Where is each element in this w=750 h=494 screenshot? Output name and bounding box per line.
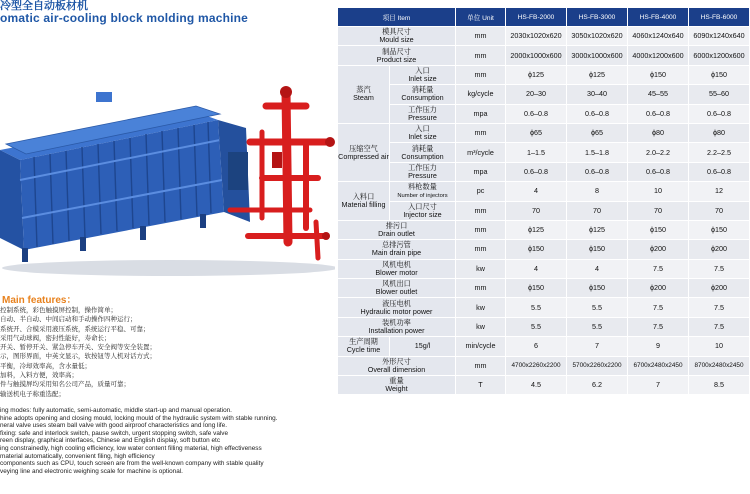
cell: ϕ150	[689, 220, 750, 239]
list-item: 输送机电子称重选配；	[0, 390, 65, 398]
cell: ϕ125	[567, 65, 628, 84]
list-item: 平衡，冷却效率高，含水量低；	[0, 362, 91, 370]
cell: 30–40	[567, 85, 628, 104]
cell: 6700x2480x2450	[628, 356, 689, 375]
cell: 70	[628, 201, 689, 220]
cell: 1.5–1.8	[567, 143, 628, 162]
cell: 4060x1240x640	[628, 27, 689, 46]
list-item: ing modes: fully automatic, semi-automatic, middle start-up and manual operation.	[0, 407, 232, 414]
cell: 10	[689, 337, 750, 356]
cell: 5.5	[506, 298, 567, 317]
cell: ϕ150	[628, 65, 689, 84]
cell: 4	[567, 259, 628, 278]
cell: 0.6–0.8	[689, 162, 750, 181]
list-item: material automatically, convenient filing, high efficiency	[0, 452, 155, 460]
cell: 6090x1240x640	[689, 27, 750, 46]
spec-table	[337, 7, 750, 395]
cell: 6.2	[567, 376, 628, 395]
group-material-filling: 入料口 Material filling	[338, 182, 390, 221]
row-label: 风机出口 Blower outlet	[338, 279, 456, 298]
table-row	[338, 201, 750, 220]
cell: 70	[506, 201, 567, 220]
header-model: HS-FB-4000	[628, 8, 689, 27]
cell: 5.5	[506, 317, 567, 336]
machine-image	[0, 32, 335, 278]
cell: 0.6–0.8	[506, 104, 567, 123]
cell: 8700x2480x2450	[689, 356, 750, 375]
cell: ϕ125	[506, 220, 567, 239]
header-model: HS-FB-6000	[689, 8, 750, 27]
row-label: 液压电机 Hydraulic motor power	[338, 298, 456, 317]
list-item: 采用气动球阀，密封性能好，寿命长；	[0, 334, 111, 342]
row-label: 制品尺寸 Product size	[338, 46, 456, 65]
table-row	[338, 259, 750, 278]
list-item: veying line and electronic weighing scale for machine is optional.	[0, 467, 183, 475]
cell: ϕ150	[506, 240, 567, 259]
list-item: 控制系统，彩色触摸屏控制，操作简单；	[0, 307, 117, 314]
cell: ϕ65	[567, 123, 628, 142]
row-unit: mm	[456, 65, 506, 84]
row-label: 总排污管 Main drain pipe	[338, 240, 456, 259]
cell: ϕ80	[689, 123, 750, 142]
cell: 7.5	[628, 298, 689, 317]
cell: 0.6–0.8	[628, 104, 689, 123]
main-features-title: Main features：	[2, 295, 77, 306]
cell: 7.5	[689, 298, 750, 317]
row-label: 入口尺寸 Injector size	[390, 201, 456, 220]
cell: 4.5	[506, 376, 567, 395]
features-cn-list	[0, 306, 330, 399]
features-en-list	[0, 407, 335, 475]
row-unit: mm	[456, 27, 506, 46]
cell: 55–60	[689, 85, 750, 104]
row-label: 入口 Inlet size	[390, 123, 456, 142]
list-item: 示，图形界面，中英文显示，软按钮等人机对话方式；	[0, 353, 156, 361]
header-unit: 单位 Unit	[456, 8, 506, 27]
cell: 4	[506, 259, 567, 278]
table-row	[338, 182, 750, 201]
cell: 1–1.5	[506, 143, 567, 162]
cell: 70	[689, 201, 750, 220]
row-label: 外形尺寸 Overall dimension	[338, 356, 456, 375]
row-unit: kw	[456, 298, 506, 317]
cell: 0.6–0.8	[567, 104, 628, 123]
cell: 8	[567, 182, 628, 201]
cell: 7.5	[689, 317, 750, 336]
table-row	[338, 298, 750, 317]
row-unit: mm	[456, 279, 506, 298]
table-row	[338, 376, 750, 395]
row-label: 工作压力 Pressure	[390, 104, 456, 123]
row-extra: 15g/l	[390, 337, 456, 356]
cell: ϕ150	[567, 279, 628, 298]
group-steam: 蒸汽 Steam	[338, 65, 390, 123]
cell: 12	[689, 182, 750, 201]
list-item: 开关、暂停开关、紧急停车开关、安全阀等安全装置；	[0, 344, 156, 352]
cell: ϕ200	[628, 279, 689, 298]
cell: 7	[567, 337, 628, 356]
row-label: 风机电机 Blower motor	[338, 259, 456, 278]
row-unit: mm	[456, 240, 506, 259]
row-unit: kw	[456, 317, 506, 336]
row-label: 生产周期 Cycle time	[338, 337, 390, 356]
row-unit: mm	[456, 123, 506, 142]
list-item: fixing: safe and interlock switch, pause switch, urgent stopping switch, safe valve	[0, 429, 229, 437]
cell: 5.5	[567, 298, 628, 317]
cell: 3000x1000x600	[567, 46, 628, 65]
row-label: 工作压力 Pressure	[390, 162, 456, 181]
row-unit: mpa	[456, 104, 506, 123]
cell: ϕ200	[628, 240, 689, 259]
table-row	[338, 356, 750, 375]
row-label: 消耗量 Consumption	[390, 143, 456, 162]
cell: 7	[628, 376, 689, 395]
cell: 0.6–0.8	[567, 162, 628, 181]
cell: 7.5	[628, 317, 689, 336]
cell: 7.5	[689, 259, 750, 278]
row-unit: mm	[456, 220, 506, 239]
cell: 20–30	[506, 85, 567, 104]
cell: 6	[506, 337, 567, 356]
cell: 0.6–0.8	[506, 162, 567, 181]
row-unit: kw	[456, 259, 506, 278]
row-label: 重量 Weight	[338, 376, 456, 395]
list-item: reen display, graphical interfaces, Chinese and English display, soft button etc	[0, 437, 221, 445]
page-title	[0, 0, 330, 24]
cell: 5.5	[567, 317, 628, 336]
cell: 2000x1000x600	[506, 46, 567, 65]
row-unit: kg/cycle	[456, 85, 506, 104]
row-unit: min/cycle	[456, 337, 506, 356]
cell: 4	[506, 182, 567, 201]
cell: ϕ125	[567, 220, 628, 239]
cell: 9	[628, 337, 689, 356]
cell: ϕ80	[628, 123, 689, 142]
cell: 2030x1020x620	[506, 27, 567, 46]
cell: ϕ200	[689, 279, 750, 298]
cell: ϕ150	[506, 279, 567, 298]
table-row	[338, 143, 750, 162]
cell: 4700x2260x2200	[506, 356, 567, 375]
row-label: 排污口 Drain outlet	[338, 220, 456, 239]
list-item: hine adopts opening and closing mould, locking mould of the hydraulic system with stable running.	[0, 414, 278, 422]
table-row	[338, 104, 750, 123]
row-unit: mpa	[456, 162, 506, 181]
table-row	[338, 27, 750, 46]
row-unit: pc	[456, 182, 506, 201]
cell: 6000x1200x600	[689, 46, 750, 65]
row-unit: m³/cycle	[456, 143, 506, 162]
row-unit: mm	[456, 356, 506, 375]
cell: 8.5	[689, 376, 750, 395]
row-unit: mm	[456, 46, 506, 65]
row-unit: T	[456, 376, 506, 395]
table-row	[338, 85, 750, 104]
cell: 2.0–2.2	[628, 143, 689, 162]
table-row	[338, 46, 750, 65]
title-cn: 冷型全自动板材机	[0, 0, 88, 12]
cell: ϕ125	[506, 65, 567, 84]
table-row	[338, 123, 750, 142]
cell: 70	[567, 201, 628, 220]
list-item: ing constrainedly, high cooling efficiency, low water content filling material, high effectiveness	[0, 444, 262, 452]
table-row	[338, 317, 750, 336]
row-label: 消耗量 Consumption	[390, 85, 456, 104]
table-row	[338, 240, 750, 259]
cell: 2.2–2.5	[689, 143, 750, 162]
row-unit: mm	[456, 201, 506, 220]
header-item: 项目 Item	[338, 8, 456, 27]
group-compressed-air: 压缩空气 Compressed air	[338, 123, 390, 181]
cell: ϕ150	[628, 220, 689, 239]
cell: ϕ150	[689, 65, 750, 84]
table-row	[338, 162, 750, 181]
row-label: 装机功率 Installation power	[338, 317, 456, 336]
header-model: HS-FB-2000	[506, 8, 567, 27]
cell: ϕ65	[506, 123, 567, 142]
cell: 0.6–0.8	[628, 162, 689, 181]
cell: 10	[628, 182, 689, 201]
list-item: 系统开、合模采用液压系统，系统运行平稳、可靠；	[0, 325, 150, 333]
cell: 4000x1200x600	[628, 46, 689, 65]
list-item: neral valve uses steam ball valve with good airproof characteristics and long life.	[0, 422, 227, 430]
row-label: 料枪数量 Number of injectors	[390, 182, 456, 201]
table-header-row	[338, 8, 750, 27]
cell: 7.5	[628, 259, 689, 278]
cell: 3050x1020x620	[567, 27, 628, 46]
title-en: omatic air-cooling block molding machine	[0, 11, 249, 25]
list-item: components such as CPU, touch screen are from the well-known company with stable quality	[0, 460, 264, 468]
table-row	[338, 279, 750, 298]
table-row	[338, 220, 750, 239]
cell: 45–55	[628, 85, 689, 104]
row-label: 入口 Inlet size	[390, 65, 456, 84]
row-label: 模具尺寸 Mould size	[338, 27, 456, 46]
list-item: 自动、半自动、中间启动和手动操作四种运行；	[0, 316, 137, 324]
table-row	[338, 65, 750, 84]
list-item: 件与触摸屏均采用知名公司产品，质量可靠；	[0, 381, 130, 389]
list-item: 加料，入料方便，效率高；	[0, 372, 78, 380]
cell: 0.6–0.8	[689, 104, 750, 123]
table-row	[338, 337, 750, 356]
header-model: HS-FB-3000	[567, 8, 628, 27]
cell: ϕ200	[689, 240, 750, 259]
cell: ϕ150	[567, 240, 628, 259]
cell: 5700x2260x2200	[567, 356, 628, 375]
